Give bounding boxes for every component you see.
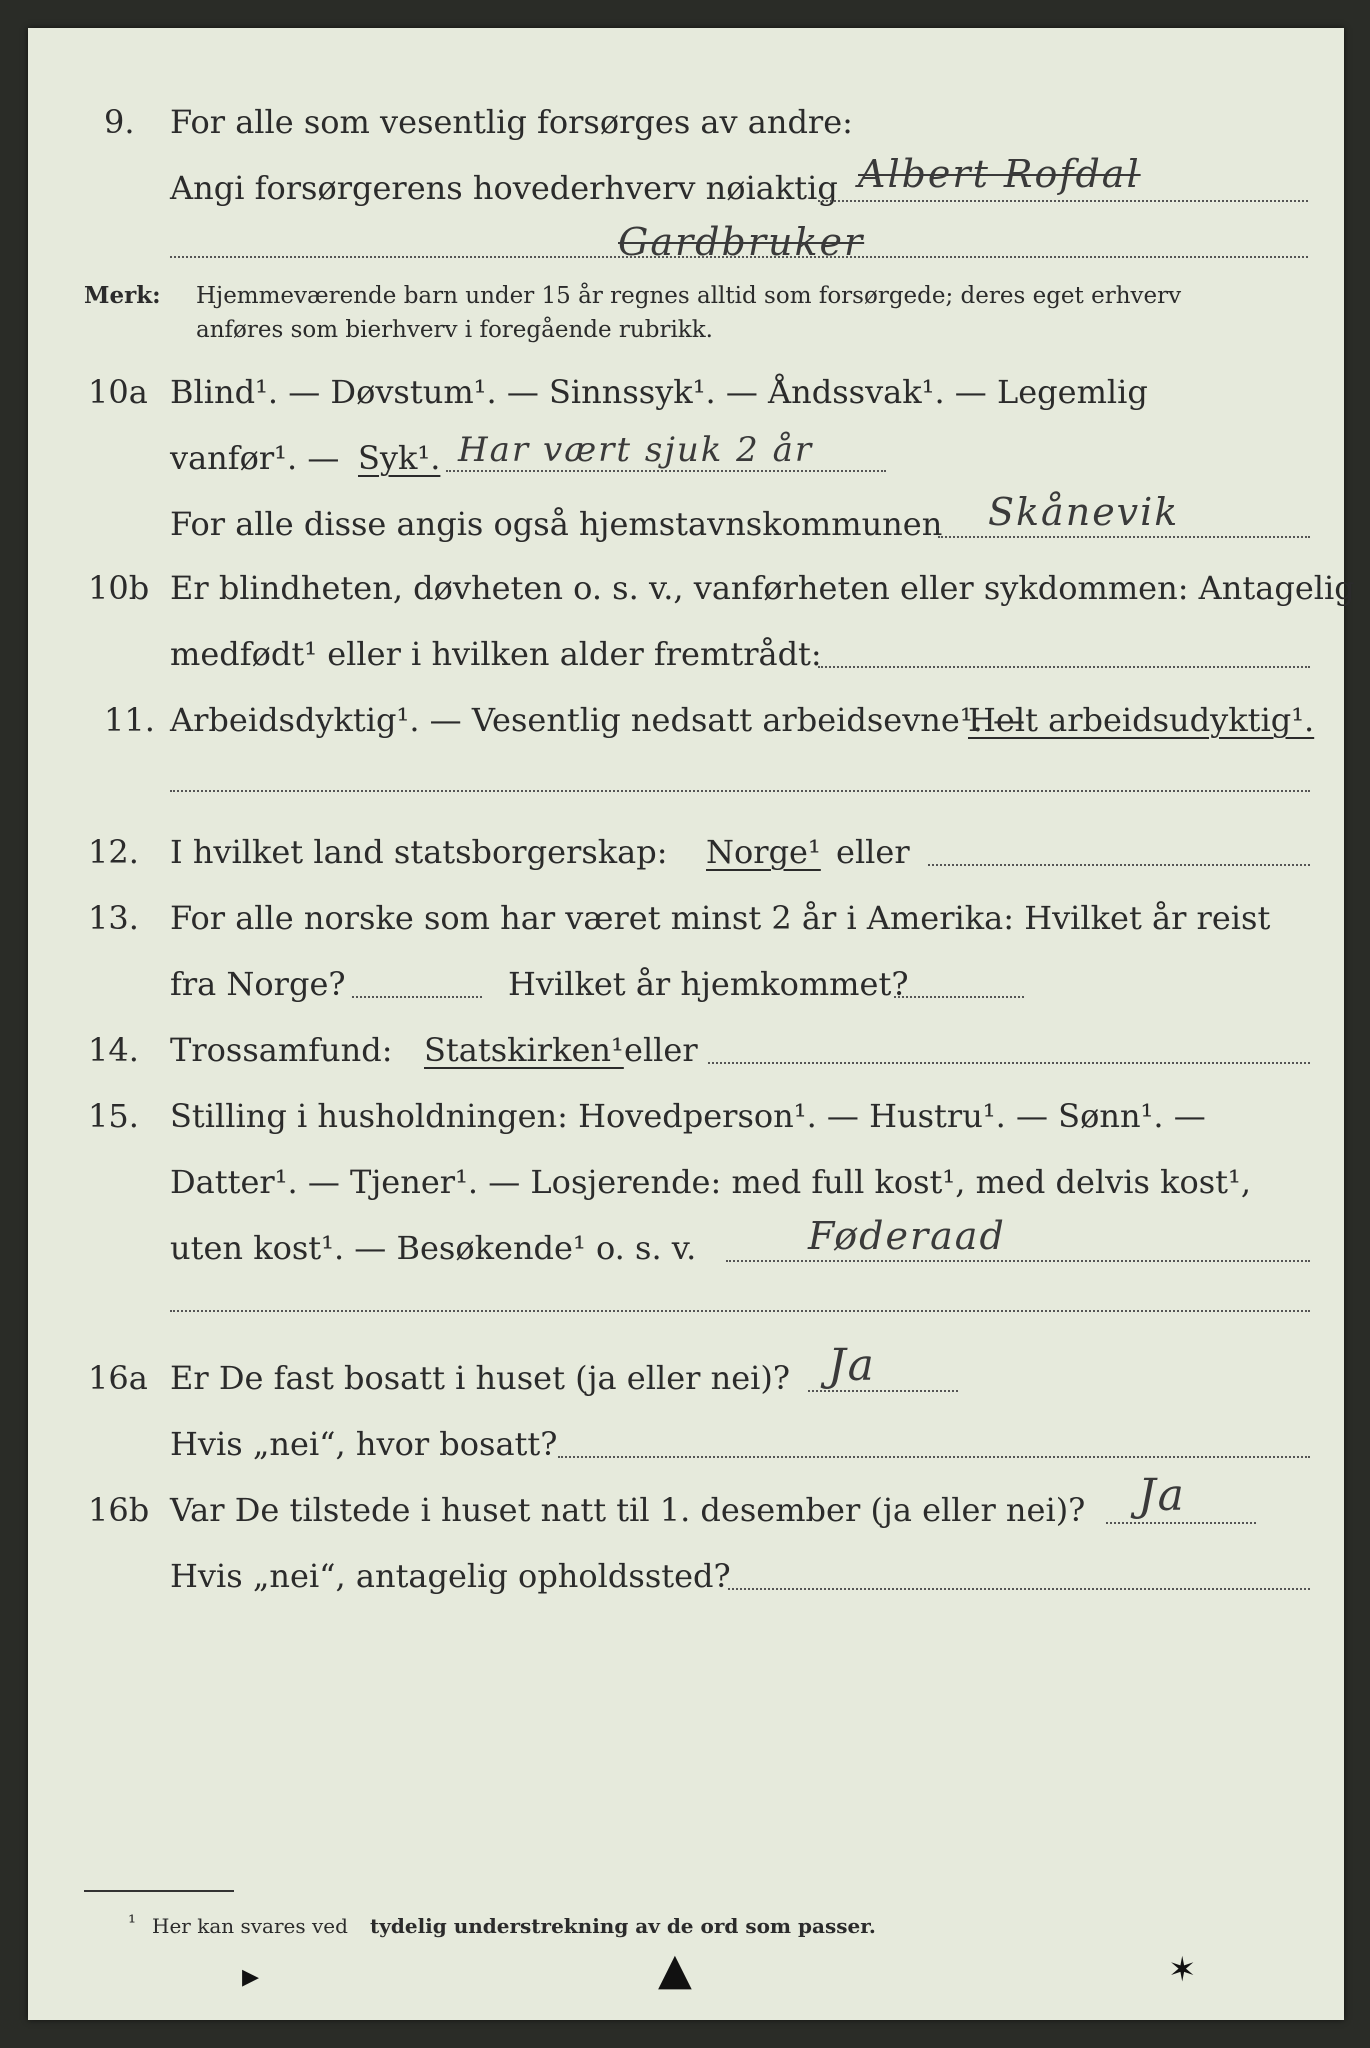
merk-line2: anføres som bierhverv i foregående rubrikk. bbox=[196, 317, 713, 343]
q16b-line1: Var De tilstede i huset natt til 1. desember (ja eller nei)? bbox=[170, 1491, 1086, 1529]
q13-line2-b: Hvilket år hjemkommet? bbox=[508, 965, 909, 1003]
q15-answer-line-2 bbox=[170, 1310, 1310, 1312]
merk-label: Merk: bbox=[84, 282, 161, 309]
q15-line2: Datter¹. — Tjener¹. — Losjerende: med full kost¹, med delvis kost¹, bbox=[170, 1163, 1252, 1201]
q13-line1: For alle norske som har været minst 2 år i Amerika: Hvilket år reist bbox=[170, 899, 1271, 937]
q12-number: 12. bbox=[88, 833, 139, 871]
q10b-number: 10b bbox=[88, 569, 150, 607]
q10a-handwritten-syk: Har vært sjuk 2 år bbox=[458, 430, 814, 470]
q12-line1-a: I hvilket land statsborgerskap: bbox=[170, 833, 668, 871]
q13-line2-a: fra Norge? bbox=[170, 965, 346, 1003]
q10b-line1: Er blindheten, døvheten o. s. v., vanførheten eller sykdommen: Antagelig bbox=[170, 569, 1355, 607]
q16b-number: 16b bbox=[88, 1491, 150, 1529]
q13-reist-line bbox=[352, 996, 482, 998]
ink-smudge-center: ▲ bbox=[658, 1944, 692, 1995]
q10a-number: 10a bbox=[88, 373, 148, 411]
q12-eller: eller bbox=[836, 833, 910, 871]
q9-handwritten-name: Albert Rofdal bbox=[858, 152, 1141, 196]
q16a-number: 16a bbox=[88, 1359, 148, 1397]
q14-line1-a: Trossamfund: bbox=[170, 1031, 393, 1069]
q13-number: 13. bbox=[88, 899, 139, 937]
q15-handwritten: Føderaad bbox=[808, 1214, 1006, 1258]
footnote-text-b: tydelig understrekning av de ord som passer. bbox=[370, 1914, 876, 1938]
q16a-bosatt-line bbox=[558, 1456, 1310, 1458]
footnote-mark: ¹ bbox=[128, 1910, 137, 1934]
q14-number: 14. bbox=[88, 1031, 139, 1069]
q15-answer-line bbox=[726, 1260, 1310, 1262]
footnote-rule bbox=[84, 1890, 234, 1892]
q15-line1: Stilling i husholdningen: Hovedperson¹. — Hustru¹. — Sønn¹. — bbox=[170, 1097, 1206, 1135]
q10b-answer-line bbox=[818, 666, 1310, 668]
q9-number: 9. bbox=[104, 103, 135, 141]
census-form-page bbox=[28, 28, 1355, 2020]
q16b-answer-line bbox=[1106, 1522, 1256, 1524]
q16b-handwritten: Ja bbox=[1138, 1470, 1186, 1521]
ink-smudge-left: ▸ bbox=[242, 1956, 260, 1996]
q16b-opholdssted-line bbox=[728, 1588, 1310, 1590]
q16a-line2: Hvis „nei“, hvor bosatt? bbox=[170, 1425, 558, 1463]
q14-statskirken-underlined: Statskirken¹ bbox=[424, 1031, 624, 1069]
q11-line1-a: Arbeidsdyktig¹. — Vesentlig nedsatt arbeidsevne¹. — bbox=[170, 701, 1025, 739]
q10a-syk-underlined: Syk¹. bbox=[358, 439, 441, 477]
q15-line3: uten kost¹. — Besøkende¹ o. s. v. bbox=[170, 1229, 697, 1267]
q16b-line2: Hvis „nei“, antagelig opholdssted? bbox=[170, 1557, 731, 1595]
q9-answer-line bbox=[818, 200, 1308, 202]
q10a-line1: Blind¹. — Døvstum¹. — Sinnssyk¹. — Åndssvak¹. — Legemlig bbox=[170, 373, 1148, 411]
q15-number: 15. bbox=[88, 1097, 139, 1135]
q9-line2: Angi forsørgerens hovederhverv nøiaktig bbox=[170, 169, 838, 207]
merk-line1: Hjemmeværende barn under 15 år regnes alltid som forsørgede; deres eget erhverv bbox=[196, 283, 1182, 309]
q14-answer-line bbox=[708, 1062, 1310, 1064]
q11-number: 11. bbox=[104, 701, 155, 739]
q14-eller: eller bbox=[624, 1031, 698, 1069]
footnote-text-a: Her kan svares ved bbox=[152, 1914, 348, 1938]
q9-handwritten-occupation: Gardbruker bbox=[618, 220, 865, 264]
q10a-line3: For alle disse angis også hjemstavnskommunen bbox=[170, 505, 943, 543]
q11-helt-arbeidsudyktig-underlined: Helt arbeidsudyktig¹. bbox=[968, 701, 1315, 739]
q16a-line1: Er De fast bosatt i huset (ja eller nei)? bbox=[170, 1359, 791, 1397]
q9-line1: For alle som vesentlig forsørges av andre: bbox=[170, 103, 853, 141]
ink-smudge-right: ✶ bbox=[1168, 1950, 1197, 1990]
q12-answer-line bbox=[928, 864, 1310, 866]
q13-hjemkommet-line bbox=[894, 996, 1024, 998]
q10a-line2-a: vanfør¹. — bbox=[170, 439, 340, 477]
q12-norge-underlined: Norge¹ bbox=[706, 833, 821, 871]
q10b-line2: medfødt¹ eller i hvilken alder fremtrådt: bbox=[170, 635, 822, 673]
q10a-handwritten-kommune: Skånevik bbox=[988, 490, 1180, 534]
q10a-kommune-line bbox=[938, 536, 1310, 538]
q16a-handwritten: Ja bbox=[828, 1340, 876, 1391]
q11-answer-line bbox=[170, 790, 1310, 792]
